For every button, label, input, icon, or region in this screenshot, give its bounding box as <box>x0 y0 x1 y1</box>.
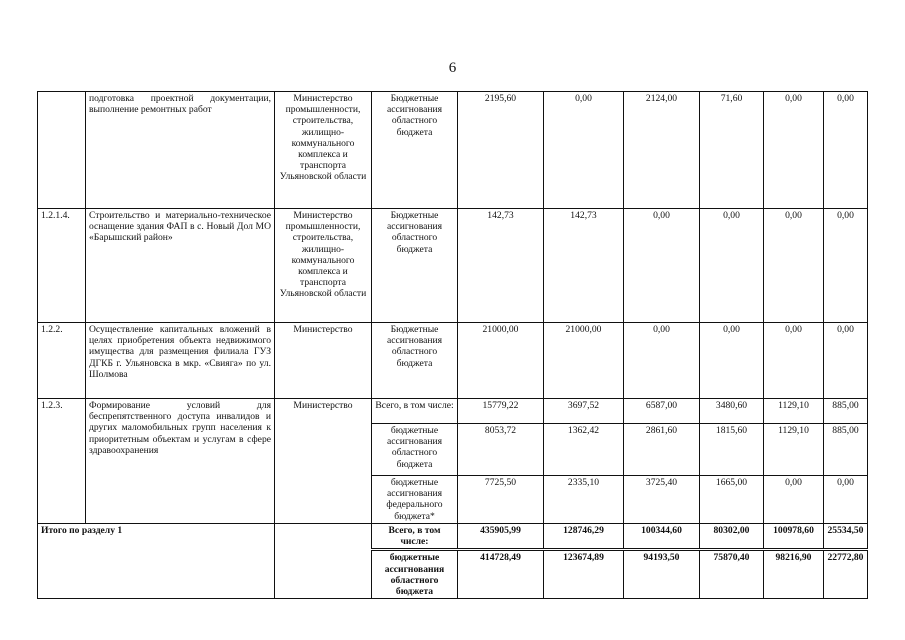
row-code: 1.2.2. <box>38 323 86 399</box>
value-cell: 1665,00 <box>700 476 764 524</box>
value-cell: 128746,29 <box>544 524 624 550</box>
row-code: 1.2.3. <box>38 399 86 524</box>
value-cell: 6587,00 <box>624 399 700 424</box>
total-row <box>38 524 868 550</box>
row-executor: Министерство <box>275 399 372 524</box>
value-cell: 1129,10 <box>764 399 824 424</box>
value-cell: 0,00 <box>700 209 764 323</box>
row-description: Формирование условий для беспрепятственного доступа инвалидов и других маломобильных групп населения к приоритетным объектам и услугам в сфере здравоохранения <box>86 399 275 524</box>
row-executor: Министерство <box>275 323 372 399</box>
row-source: бюджетные ассигнования областного бюджета <box>372 550 458 599</box>
row-source: Бюджетные ассигнования областного бюджета <box>372 323 458 399</box>
row-source: Всего, в том числе: <box>372 524 458 550</box>
row-description: Строительство и материально-техническое оснащение здания ФАП в с. Новый Дол МО «Барышский район» <box>86 209 275 323</box>
value-cell: 0,00 <box>764 476 824 524</box>
value-cell: 2195,60 <box>458 92 544 209</box>
value-cell: 15779,22 <box>458 399 544 424</box>
value-cell: 0,00 <box>824 209 868 323</box>
budget-table <box>37 91 868 599</box>
row-description: Осуществление капитальных вложений в целях приобретения объекта недвижимого имущества для размещения филиала ГУЗ ДГКБ г. Ульяновска в мкр. «Свияга» по ул. Шолмова <box>86 323 275 399</box>
table-body <box>38 92 868 599</box>
value-cell: 0,00 <box>544 92 624 209</box>
table-row <box>38 209 868 323</box>
value-cell: 2335,10 <box>544 476 624 524</box>
value-cell: 0,00 <box>764 209 824 323</box>
value-cell: 94193,50 <box>624 550 700 599</box>
value-cell: 22772,80 <box>824 550 868 599</box>
value-cell: 885,00 <box>824 424 868 476</box>
value-cell: 25534,50 <box>824 524 868 550</box>
value-cell: 80302,00 <box>700 524 764 550</box>
value-cell: 0,00 <box>624 209 700 323</box>
table-row <box>38 323 868 399</box>
row-executor: Министерство промышленности, строительства, жилищно-коммунального комплекса и транспорта Ульяновской области <box>275 92 372 209</box>
total-label: Итого по разделу 1 <box>38 524 275 599</box>
table-row <box>38 92 868 209</box>
row-source: бюджетные ассигнования областного бюджета <box>372 424 458 476</box>
value-cell: 2124,00 <box>624 92 700 209</box>
row-source: бюджетные ассигнования федерального бюджета* <box>372 476 458 524</box>
value-cell: 8053,72 <box>458 424 544 476</box>
value-cell: 100978,60 <box>764 524 824 550</box>
value-cell: 1815,60 <box>700 424 764 476</box>
row-source: Всего, в том числе: <box>372 399 458 424</box>
value-cell: 435905,99 <box>458 524 544 550</box>
value-cell: 100344,60 <box>624 524 700 550</box>
value-cell: 142,73 <box>458 209 544 323</box>
value-cell: 0,00 <box>764 323 824 399</box>
total-executor-cell <box>275 524 372 599</box>
table-row <box>38 399 868 424</box>
value-cell: 885,00 <box>824 399 868 424</box>
value-cell: 3697,52 <box>544 399 624 424</box>
value-cell: 0,00 <box>700 323 764 399</box>
value-cell: 0,00 <box>624 323 700 399</box>
value-cell: 3725,40 <box>624 476 700 524</box>
value-cell: 123674,89 <box>544 550 624 599</box>
page-number: 6 <box>448 60 457 76</box>
value-cell: 21000,00 <box>544 323 624 399</box>
row-code: 1.2.1.4. <box>38 209 86 323</box>
value-cell: 21000,00 <box>458 323 544 399</box>
value-cell: 0,00 <box>824 92 868 209</box>
value-cell: 2861,60 <box>624 424 700 476</box>
row-code <box>38 92 86 209</box>
row-source: Бюджетные ассигнования областного бюджета <box>372 92 458 209</box>
value-cell: 1362,42 <box>544 424 624 476</box>
value-cell: 1129,10 <box>764 424 824 476</box>
value-cell: 0,00 <box>824 323 868 399</box>
value-cell: 7725,50 <box>458 476 544 524</box>
value-cell: 71,60 <box>700 92 764 209</box>
value-cell: 75870,40 <box>700 550 764 599</box>
value-cell: 0,00 <box>764 92 824 209</box>
row-description: подготовка проектной документации, выполнение ремонтных работ <box>86 92 275 209</box>
row-source: Бюджетные ассигнования областного бюджета <box>372 209 458 323</box>
value-cell: 98216,90 <box>764 550 824 599</box>
value-cell: 0,00 <box>824 476 868 524</box>
value-cell: 3480,60 <box>700 399 764 424</box>
value-cell: 414728,49 <box>458 550 544 599</box>
value-cell: 142,73 <box>544 209 624 323</box>
row-executor: Министерство промышленности, строительства, жилищно-коммунального комплекса и транспорта Ульяновской области <box>275 209 372 323</box>
